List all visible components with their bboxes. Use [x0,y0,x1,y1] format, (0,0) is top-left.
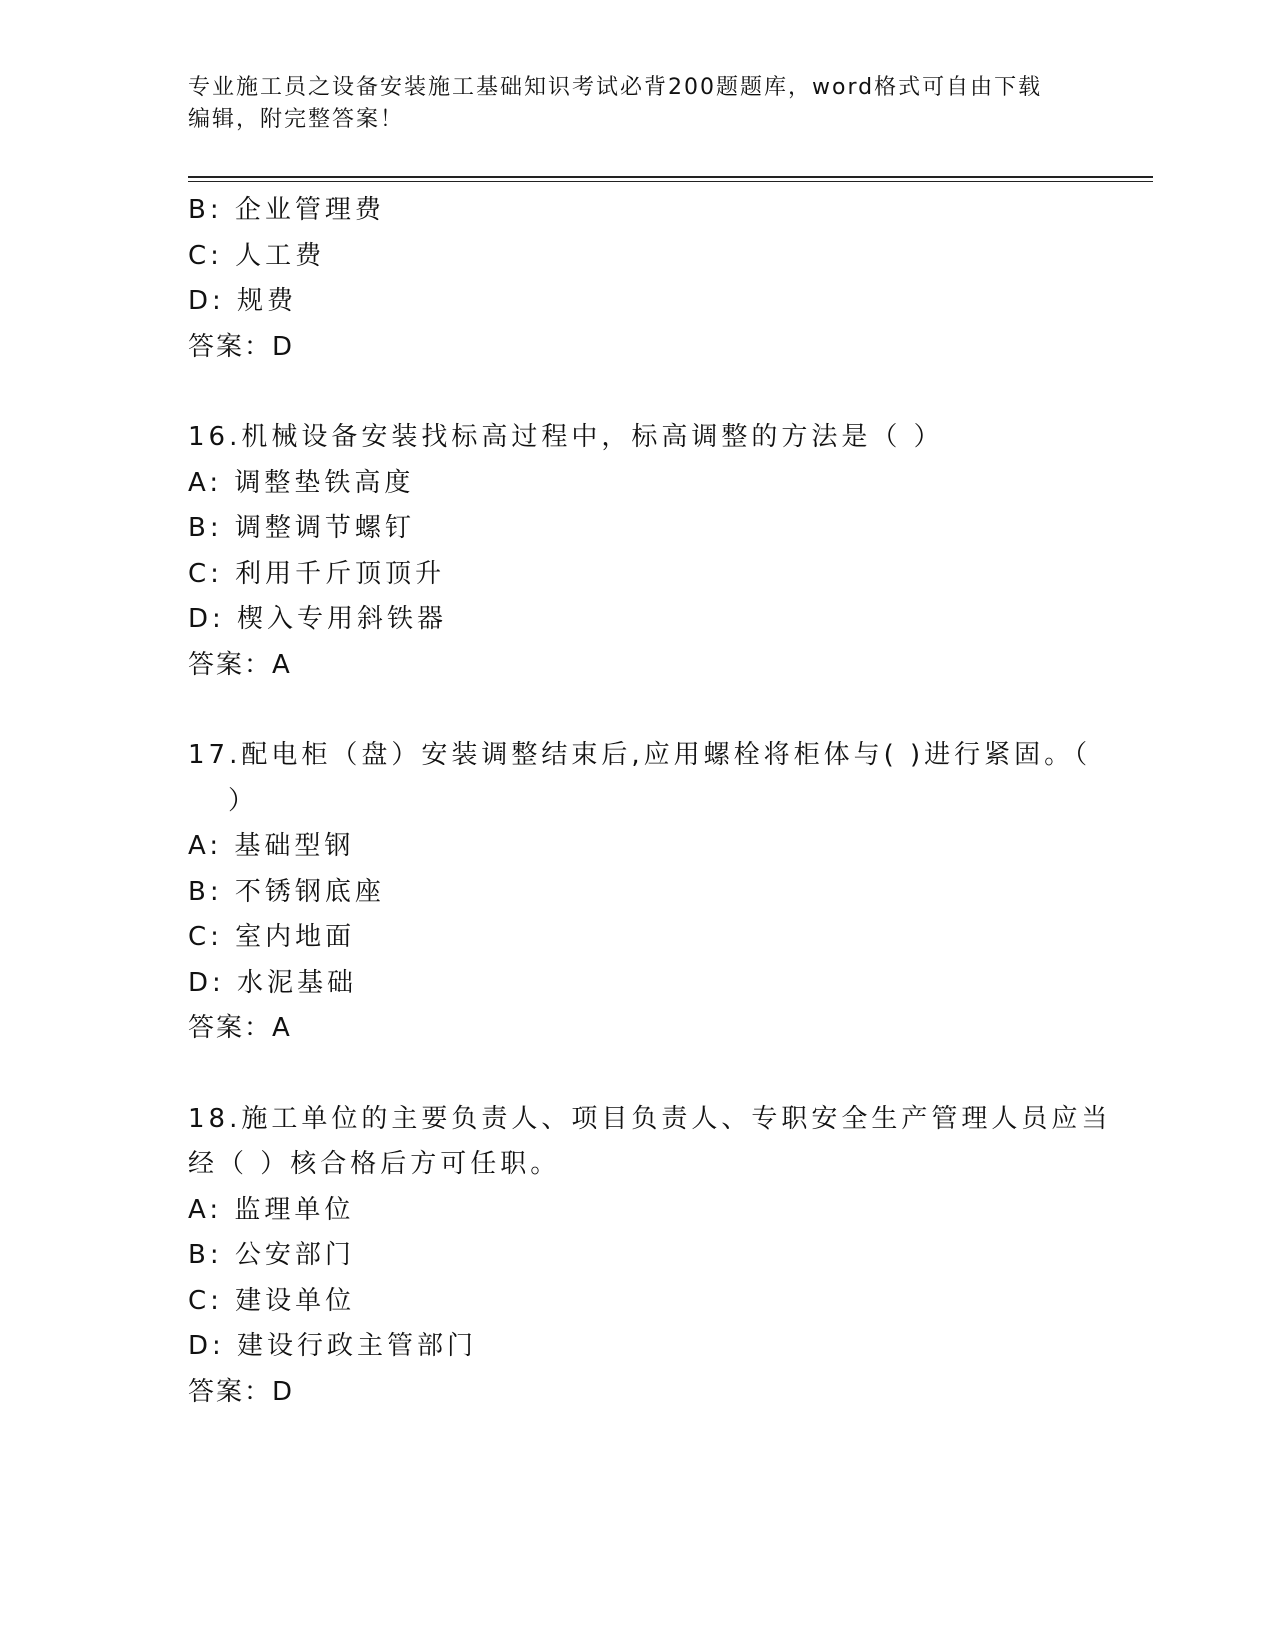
option-b: B: 公安部门 [188,1240,355,1270]
option-b: B: 调整调节螺钉 [188,513,415,543]
question-18 [188,1097,1112,1416]
question-stem: 16.机械设备安装找标高过程中，标高调整的方法是（ ） [188,422,944,452]
option-c: C: 利用千斤顶顶升 [188,558,446,589]
option-a: A: 调整垫铁高度 [188,467,415,498]
option-d: D: 规费 [188,286,298,316]
question-17 [188,733,1092,1052]
answer-line: 答案：A [188,649,292,680]
option-a: A: 基础型钢 [188,831,355,861]
option-c: C: 室内地面 [188,922,356,952]
question-stem-continued: 经（ ）核合格后方可任职。 [188,1149,561,1179]
header-title-line-1: 专业施工员之设备安装施工基础知识考试必背200题题库，word格式可自由下载 [188,75,1043,100]
option-b: B: 企业管理费 [188,195,385,225]
header-divider-thin [188,181,1153,182]
header-divider-thick [188,176,1153,178]
question-stem: 17.配电柜（盘）安装调整结束后,应用螺栓将柜体与( )进行紧固。（ [188,740,1092,770]
previous-question-continuation [188,188,1088,370]
document-header [188,72,1068,136]
answer-line: 答案：A [188,1013,292,1043]
question-list [188,188,1112,1415]
option-a: A: 监理单位 [188,1194,355,1225]
option-c: C: 建设单位 [188,1285,356,1316]
question-stem-continued: ） [228,785,259,816]
option-d: D: 水泥基础 [188,967,358,998]
question-stem: 18.施工单位的主要负责人、项目负责人、专职安全生产管理人员应当 [188,1103,1112,1134]
option-b: B: 不锈钢底座 [188,876,385,907]
question-16 [188,415,1088,688]
option-c: C: 人工费 [188,240,326,271]
option-d: D: 建设行政主管部门 [188,1331,478,1361]
answer-line: 答案：D [188,331,295,362]
option-d: D: 楔入专用斜铁器 [188,604,448,634]
header-title-line-2: 编辑，附完整答案！ [188,107,405,132]
answer-line: 答案：D [188,1376,295,1407]
